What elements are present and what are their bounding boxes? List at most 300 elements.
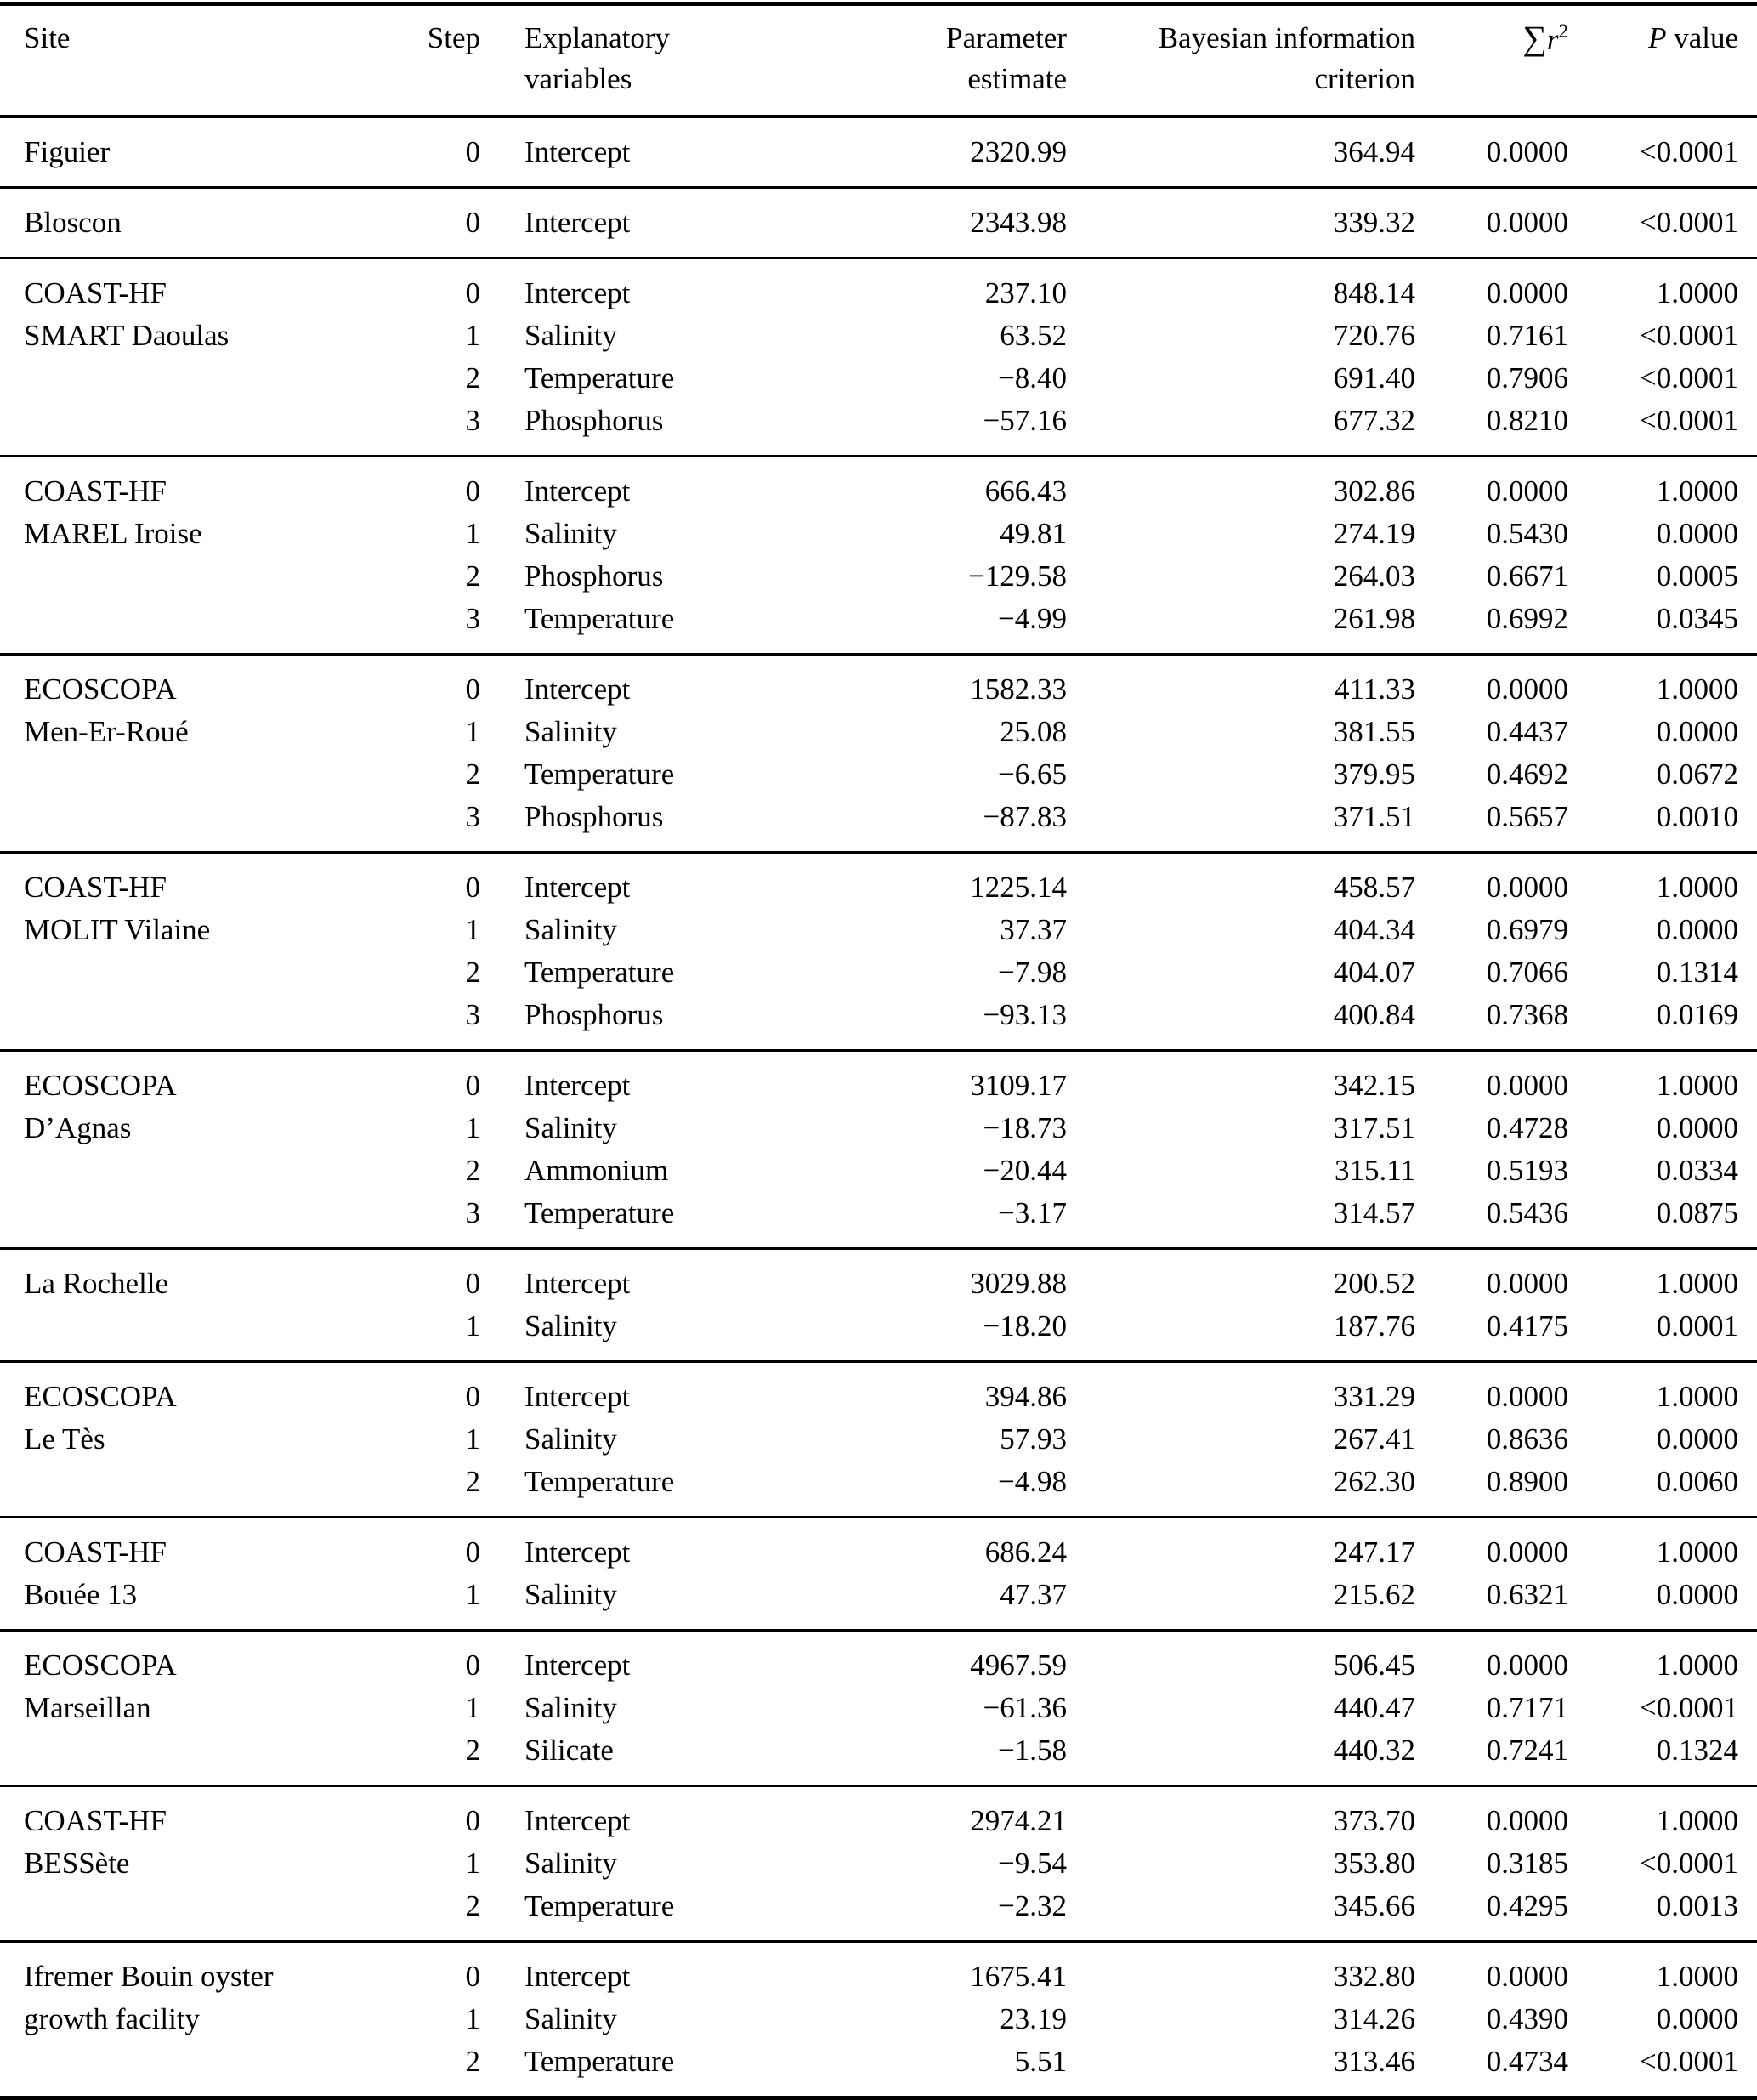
- step-cell: 1: [465, 517, 480, 550]
- parameter-estimate-cell: 63.52: [1000, 319, 1067, 352]
- sum-r2-cell: 0.0000: [1486, 1804, 1568, 1837]
- bic-cell: 331.29: [1333, 1380, 1415, 1413]
- explanatory-variable-cell: Salinity: [524, 913, 617, 946]
- site-name-line: SMART Daoulas: [24, 319, 230, 352]
- explanatory-variable-cell: Intercept: [524, 135, 631, 168]
- step-cell: 2: [465, 2045, 480, 2078]
- explanatory-variable-cell: Salinity: [524, 1111, 617, 1144]
- site-name-line: BESSète: [24, 1847, 130, 1880]
- step-cell: 3: [465, 404, 480, 437]
- p-value-cell: 0.0000: [1656, 517, 1738, 550]
- p-value-cell: 1.0000: [1656, 474, 1738, 508]
- site-name: [0, 1051, 374, 1249]
- explanatory-variable-cell: Salinity: [524, 319, 617, 352]
- p-value-cell: 0.0672: [1656, 758, 1738, 791]
- header-line: estimate: [967, 62, 1067, 95]
- sum-r2-cell: 0.0000: [1486, 1380, 1568, 1413]
- explanatory-variable-cell: Salinity: [524, 715, 617, 748]
- explanatory-variable-cell: Intercept: [524, 1649, 631, 1682]
- site-group: [0, 457, 1757, 655]
- p-value-cell: 1.0000: [1656, 673, 1738, 706]
- site-group: [0, 116, 1757, 188]
- p-value-cell: <0.0001: [1640, 2045, 1738, 2078]
- site-name: [0, 1942, 374, 2098]
- explanatory-variable-cell: Intercept: [524, 474, 631, 508]
- sum-r2-cell: 0.0000: [1486, 474, 1568, 508]
- site-name-line: Marseillan: [24, 1691, 151, 1724]
- p-value-cell: 1.0000: [1656, 1069, 1738, 1102]
- explanatory-variable-cell: Ammonium: [524, 1154, 669, 1187]
- parameter-estimate-cell: −20.44: [983, 1154, 1067, 1187]
- bic-cell: 313.46: [1333, 2045, 1415, 2078]
- header-line: Explanatory: [524, 21, 671, 54]
- p-value-cell: 1.0000: [1656, 1960, 1738, 1993]
- column-header-parameter-estimate: [769, 4, 1067, 117]
- site-name: [0, 258, 374, 457]
- table-row: [0, 188, 1757, 258]
- step-cell: 0: [465, 474, 480, 508]
- sum-r2-cell: 0.6671: [1486, 559, 1568, 593]
- step-cell: 1: [465, 319, 480, 352]
- explanatory-variable-cell: Salinity: [524, 517, 617, 550]
- site-name-line: Figuier: [24, 135, 111, 168]
- explanatory-variable-cell: Intercept: [524, 871, 631, 904]
- sum-r2-cell: 0.4295: [1486, 1889, 1568, 1922]
- sigma-symbol: ∑: [1522, 19, 1547, 57]
- step-cell: 1: [465, 1847, 480, 1880]
- bic-cell: 353.80: [1333, 1847, 1415, 1880]
- bic-cell: 314.57: [1333, 1196, 1415, 1229]
- site-name: [0, 853, 374, 1051]
- step-cell: 0: [465, 276, 480, 309]
- bic-cell: 379.95: [1333, 758, 1415, 791]
- table-row: [0, 258, 1757, 315]
- step-cell: 0: [465, 1069, 480, 1102]
- explanatory-variable-cell: Salinity: [524, 2002, 617, 2035]
- parameter-estimate-cell: 37.37: [1000, 913, 1067, 946]
- p-value-cell: 0.0001: [1656, 1309, 1738, 1342]
- bic-cell: 373.70: [1333, 1804, 1415, 1837]
- explanatory-variable-cell: Intercept: [524, 1069, 631, 1102]
- site-name-line: La Rochelle: [24, 1267, 169, 1300]
- table-row: [0, 457, 1757, 514]
- explanatory-variable-cell: Intercept: [524, 1380, 631, 1413]
- site-name: [0, 1518, 374, 1631]
- p-value-cell: 0.1324: [1656, 1734, 1738, 1767]
- sum-r2-cell: 0.4734: [1486, 2045, 1568, 2078]
- explanatory-variable-cell: Temperature: [524, 361, 675, 394]
- p-value-cell: 0.0013: [1656, 1889, 1738, 1922]
- parameter-estimate-cell: 25.08: [1000, 715, 1067, 748]
- parameter-estimate-cell: 57.93: [1000, 1422, 1067, 1456]
- p-value-cell: 0.0000: [1656, 1578, 1738, 1611]
- site-name-line: ECOSCOPA: [24, 673, 177, 706]
- p-value-cell: 0.0345: [1656, 602, 1738, 635]
- sum-r2-cell: 0.0000: [1486, 1069, 1568, 1102]
- p-value-cell: 0.0060: [1656, 1465, 1738, 1498]
- step-cell: 2: [465, 1465, 480, 1498]
- step-cell: 3: [465, 1196, 480, 1229]
- bic-cell: 400.84: [1333, 998, 1415, 1031]
- p-value-cell: 0.0000: [1656, 913, 1738, 946]
- p-value-cell: 1.0000: [1656, 1267, 1738, 1300]
- site-name: [0, 116, 374, 188]
- sum-r2-cell: 0.4390: [1486, 2002, 1568, 2035]
- p-value-cell: <0.0001: [1640, 319, 1738, 352]
- p-value-cell: <0.0001: [1640, 206, 1738, 239]
- parameter-estimate-cell: 4967.59: [970, 1649, 1067, 1682]
- column-header-step: Step: [427, 21, 480, 54]
- site-name-line: COAST-HF: [24, 1804, 167, 1837]
- table-row: [0, 116, 1757, 188]
- site-group: [0, 853, 1757, 1051]
- sum-r2-cell: 0.7241: [1486, 1734, 1568, 1767]
- parameter-estimate-cell: −4.98: [998, 1465, 1067, 1498]
- site-name-line: ECOSCOPA: [24, 1380, 177, 1413]
- bic-cell: 267.41: [1333, 1422, 1415, 1456]
- header-line: Parameter: [946, 21, 1067, 54]
- sum-r2-cell: 0.8900: [1486, 1465, 1568, 1498]
- column-header-p-value: [1568, 4, 1757, 117]
- parameter-estimate-cell: −18.73: [983, 1111, 1067, 1144]
- sum-r2-cell: 0.0000: [1486, 673, 1568, 706]
- site-name-line: ECOSCOPA: [24, 1069, 177, 1102]
- bic-cell: 215.62: [1333, 1578, 1415, 1611]
- explanatory-variable-cell: Temperature: [524, 758, 675, 791]
- parameter-estimate-cell: 47.37: [1000, 1578, 1067, 1611]
- explanatory-variable-cell: Intercept: [524, 276, 631, 309]
- site-name-line: Le Tès: [24, 1422, 105, 1456]
- explanatory-variable-cell: Phosphorus: [524, 404, 664, 437]
- sum-r2-cell: 0.0000: [1486, 1267, 1568, 1300]
- explanatory-variable-cell: Temperature: [524, 2045, 675, 2078]
- parameter-estimate-cell: 49.81: [1000, 517, 1067, 550]
- sum-r2-cell: 0.0000: [1486, 206, 1568, 239]
- p-value-cell: <0.0001: [1640, 404, 1738, 437]
- bic-cell: 458.57: [1333, 871, 1415, 904]
- parameter-estimate-cell: 1225.14: [970, 871, 1067, 904]
- explanatory-variable-cell: Salinity: [524, 1309, 617, 1342]
- bic-cell: 314.26: [1333, 2002, 1415, 2035]
- explanatory-variable-cell: Silicate: [524, 1734, 614, 1767]
- site-name: [0, 188, 374, 258]
- explanatory-variable-cell: Salinity: [524, 1422, 617, 1456]
- explanatory-variable-cell: Intercept: [524, 1960, 631, 1993]
- p-value-cell: <0.0001: [1640, 361, 1738, 394]
- sum-r2-cell: 0.5657: [1486, 800, 1568, 833]
- p-value-cell: 1.0000: [1656, 1804, 1738, 1837]
- table-header: [0, 4, 1757, 117]
- bic-cell: 264.03: [1333, 559, 1415, 593]
- site-group: [0, 1631, 1757, 1786]
- site-name: [0, 1249, 374, 1362]
- explanatory-variable-cell: Salinity: [524, 1578, 617, 1611]
- bic-cell: 691.40: [1333, 361, 1415, 394]
- sum-r2-cell: 0.8636: [1486, 1422, 1568, 1456]
- bic-cell: 371.51: [1333, 800, 1415, 833]
- parameter-estimate-cell: −6.65: [998, 758, 1067, 791]
- site-group: [0, 655, 1757, 853]
- table-row: [0, 1942, 1757, 1999]
- sum-r2-cell: 0.6321: [1486, 1578, 1568, 1611]
- bic-cell: 302.86: [1333, 474, 1415, 508]
- sum-r2-cell: 0.8210: [1486, 404, 1568, 437]
- step-cell: 0: [465, 206, 480, 239]
- sum-r2-cell: 0.0000: [1486, 1960, 1568, 1993]
- site-name: [0, 655, 374, 853]
- site-name: [0, 1362, 374, 1518]
- bic-cell: 274.19: [1333, 517, 1415, 550]
- parameter-estimate-cell: 2974.21: [970, 1804, 1067, 1837]
- table-row: [0, 1631, 1757, 1688]
- site-name-line: Bloscon: [24, 206, 122, 239]
- parameter-estimate-cell: −57.16: [983, 404, 1067, 437]
- site-group: [0, 258, 1757, 457]
- parameter-estimate-cell: −18.20: [983, 1309, 1067, 1342]
- explanatory-variable-cell: Phosphorus: [524, 800, 664, 833]
- parameter-estimate-cell: −3.17: [998, 1196, 1067, 1229]
- bic-cell: 187.76: [1333, 1309, 1415, 1342]
- site-name-line: Men-Er-Roué: [24, 715, 189, 748]
- table-row: [0, 1051, 1757, 1108]
- header-line: variables: [524, 62, 632, 95]
- parameter-estimate-cell: 1675.41: [970, 1960, 1067, 1993]
- sum-r2-cell: 0.7368: [1486, 998, 1568, 1031]
- bic-cell: 677.32: [1333, 404, 1415, 437]
- step-cell: 1: [465, 715, 480, 748]
- bic-cell: 404.34: [1333, 913, 1415, 946]
- sum-r2-cell: 0.5436: [1486, 1196, 1568, 1229]
- step-cell: 2: [465, 758, 480, 791]
- step-cell: 2: [465, 1889, 480, 1922]
- explanatory-variable-cell: Phosphorus: [524, 998, 664, 1031]
- parameter-estimate-cell: 666.43: [984, 474, 1067, 508]
- step-cell: 1: [465, 913, 480, 946]
- bic-cell: 381.55: [1333, 715, 1415, 748]
- site-group: [0, 1786, 1757, 1942]
- sum-r2-cell: 0.5430: [1486, 517, 1568, 550]
- step-cell: 2: [465, 956, 480, 989]
- p-value-cell: 0.0000: [1656, 1111, 1738, 1144]
- site-name-line: COAST-HF: [24, 276, 167, 309]
- site-group: [0, 1249, 1757, 1362]
- explanatory-variable-cell: Temperature: [524, 956, 675, 989]
- p-value-cell: <0.0001: [1640, 1691, 1738, 1724]
- p-value-cell: 0.0334: [1656, 1154, 1738, 1187]
- parameter-estimate-cell: 5.51: [1014, 2045, 1067, 2078]
- step-cell: 0: [465, 1267, 480, 1300]
- step-cell: 0: [465, 871, 480, 904]
- bic-cell: 404.07: [1333, 956, 1415, 989]
- sum-r2-cell: 0.4175: [1486, 1309, 1568, 1342]
- parameter-estimate-cell: 237.10: [984, 276, 1067, 309]
- step-cell: 0: [465, 135, 480, 168]
- parameter-estimate-cell: −93.13: [983, 998, 1067, 1031]
- parameter-estimate-cell: 2343.98: [970, 206, 1067, 239]
- p-value-cell: 1.0000: [1656, 276, 1738, 309]
- p-value-word: value: [1674, 21, 1738, 54]
- step-cell: 2: [465, 361, 480, 394]
- site-name-line: MOLIT Vilaine: [24, 913, 211, 946]
- table-row: [0, 1362, 1757, 1419]
- parameter-estimate-cell: −129.58: [968, 559, 1067, 593]
- explanatory-variable-cell: Temperature: [524, 602, 675, 635]
- step-cell: 3: [465, 800, 480, 833]
- sum-r2-cell: 0.7066: [1486, 956, 1568, 989]
- parameter-estimate-cell: 3109.17: [970, 1069, 1067, 1102]
- bic-cell: 247.17: [1333, 1535, 1415, 1569]
- bic-cell: 411.33: [1335, 673, 1415, 706]
- bic-cell: 332.80: [1333, 1960, 1415, 1993]
- explanatory-variable-cell: Phosphorus: [524, 559, 664, 593]
- column-header-bic: [1067, 4, 1415, 117]
- p-symbol: P: [1648, 21, 1667, 54]
- table-row: [0, 853, 1757, 910]
- parameter-estimate-cell: 23.19: [1000, 2002, 1067, 2035]
- explanatory-variable-cell: Intercept: [524, 1804, 631, 1837]
- site-group: [0, 1942, 1757, 2098]
- step-cell: 1: [465, 1309, 480, 1342]
- sum-r2-cell: 0.0000: [1486, 871, 1568, 904]
- parameter-estimate-cell: 394.86: [984, 1380, 1067, 1413]
- r-symbol: r: [1546, 23, 1559, 56]
- table-row: [0, 1249, 1757, 1306]
- site-name: [0, 1786, 374, 1942]
- sum-r2-cell: 0.0000: [1486, 1649, 1568, 1682]
- bic-cell: 317.51: [1333, 1111, 1415, 1144]
- step-cell: 1: [465, 1422, 480, 1456]
- p-value-cell: 1.0000: [1656, 1380, 1738, 1413]
- sum-r2-cell: 0.6979: [1486, 913, 1568, 946]
- step-cell: 0: [465, 1380, 480, 1413]
- sum-r2-cell: 0.7161: [1486, 319, 1568, 352]
- site-name-line: Bouée 13: [24, 1578, 138, 1611]
- p-value-cell: 0.0000: [1656, 715, 1738, 748]
- exponent: 2: [1558, 20, 1568, 42]
- p-value-cell: <0.0001: [1640, 135, 1738, 168]
- bic-cell: 342.15: [1333, 1069, 1415, 1102]
- site-group: [0, 1051, 1757, 1249]
- sum-r2-cell: 0.4692: [1486, 758, 1568, 791]
- table-row: [0, 1518, 1757, 1575]
- step-cell: 0: [465, 1804, 480, 1837]
- table-row: [0, 655, 1757, 712]
- step-cell: 0: [465, 1535, 480, 1569]
- bic-cell: 440.32: [1333, 1734, 1415, 1767]
- p-value-cell: 0.1314: [1656, 956, 1738, 989]
- bic-cell: 200.52: [1333, 1267, 1415, 1300]
- site-name-line: COAST-HF: [24, 871, 167, 904]
- parameter-estimate-cell: −1.58: [998, 1734, 1067, 1767]
- bic-cell: 261.98: [1333, 602, 1415, 635]
- p-value-cell: 0.0169: [1656, 998, 1738, 1031]
- site-group: [0, 1362, 1757, 1518]
- site-name-line: COAST-HF: [24, 1535, 167, 1569]
- p-value-cell: 1.0000: [1656, 1535, 1738, 1569]
- parameter-estimate-cell: −8.40: [998, 361, 1067, 394]
- step-cell: 0: [465, 1960, 480, 1993]
- sum-r2-cell: 0.0000: [1486, 276, 1568, 309]
- site-name-line: growth facility: [24, 2002, 201, 2035]
- parameter-estimate-cell: −7.98: [998, 956, 1067, 989]
- header-line: criterion: [1314, 62, 1415, 95]
- site-group: [0, 1518, 1757, 1631]
- parameter-estimate-cell: 3029.88: [970, 1267, 1067, 1300]
- bic-cell: 848.14: [1333, 276, 1415, 309]
- bic-cell: 720.76: [1333, 319, 1415, 352]
- step-cell: 3: [465, 602, 480, 635]
- explanatory-variable-cell: Intercept: [524, 206, 631, 239]
- sum-r2-cell: 0.0000: [1486, 135, 1568, 168]
- explanatory-variable-cell: Intercept: [524, 1535, 631, 1569]
- bic-cell: 364.94: [1333, 135, 1415, 168]
- bic-cell: 506.45: [1333, 1649, 1415, 1682]
- explanatory-variable-cell: Intercept: [524, 673, 631, 706]
- sum-r2-cell: 0.6992: [1486, 602, 1568, 635]
- explanatory-variable-cell: Salinity: [524, 1691, 617, 1724]
- parameter-estimate-cell: −61.36: [983, 1691, 1067, 1724]
- step-cell: 1: [465, 1578, 480, 1611]
- parameter-estimate-cell: −87.83: [983, 800, 1067, 833]
- bic-cell: 440.47: [1333, 1691, 1415, 1724]
- site-name-line: COAST-HF: [24, 474, 167, 508]
- p-value-cell: 1.0000: [1656, 871, 1738, 904]
- parameter-estimate-cell: 1582.33: [970, 673, 1067, 706]
- step-cell: 2: [465, 559, 480, 593]
- site-name: [0, 457, 374, 655]
- explanatory-variable-cell: Intercept: [524, 1267, 631, 1300]
- column-header-sum-r-squared: [1415, 4, 1568, 117]
- explanatory-variable-cell: Temperature: [524, 1465, 675, 1498]
- sum-r2-cell: 0.4437: [1486, 715, 1568, 748]
- step-cell: 2: [465, 1154, 480, 1187]
- p-value-cell: 0.0010: [1656, 800, 1738, 833]
- header-line: Bayesian information: [1158, 21, 1415, 54]
- parameter-estimate-cell: −2.32: [998, 1889, 1067, 1922]
- site-name-line: Ifremer Bouin oyster: [24, 1960, 274, 1993]
- step-cell: 0: [465, 673, 480, 706]
- site-name-line: ECOSCOPA: [24, 1649, 177, 1682]
- step-cell: 0: [465, 1649, 480, 1682]
- bic-cell: 315.11: [1335, 1154, 1415, 1187]
- sum-r2-cell: 0.7906: [1486, 361, 1568, 394]
- site-name-line: D’Agnas: [24, 1111, 132, 1144]
- p-value-cell: 1.0000: [1656, 1649, 1738, 1682]
- bic-cell: 262.30: [1333, 1465, 1415, 1498]
- p-value-cell: 0.0875: [1656, 1196, 1738, 1229]
- parameter-estimate-cell: −9.54: [998, 1847, 1067, 1880]
- site-name: [0, 1631, 374, 1786]
- sum-r2-cell: 0.0000: [1486, 1535, 1568, 1569]
- step-cell: 1: [465, 2002, 480, 2035]
- parameter-estimate-cell: −4.99: [998, 602, 1067, 635]
- p-value-cell: <0.0001: [1640, 1847, 1738, 1880]
- sum-r2-cell: 0.4728: [1486, 1111, 1568, 1144]
- site-group: [0, 188, 1757, 258]
- sum-r2-cell: 0.3185: [1486, 1847, 1568, 1880]
- p-value-cell: 0.0000: [1656, 1422, 1738, 1456]
- parameter-estimate-cell: 686.24: [984, 1535, 1067, 1569]
- p-value-cell: 0.0000: [1656, 2002, 1738, 2035]
- step-cell: 2: [465, 1734, 480, 1767]
- step-cell: 3: [465, 998, 480, 1031]
- table-row: [0, 1786, 1757, 1843]
- site-name-line: MAREL Iroise: [24, 517, 202, 550]
- sum-r2-cell: 0.5193: [1486, 1154, 1568, 1187]
- column-header-site: Site: [24, 21, 71, 54]
- step-cell: 1: [465, 1111, 480, 1144]
- explanatory-variable-cell: Temperature: [524, 1889, 675, 1922]
